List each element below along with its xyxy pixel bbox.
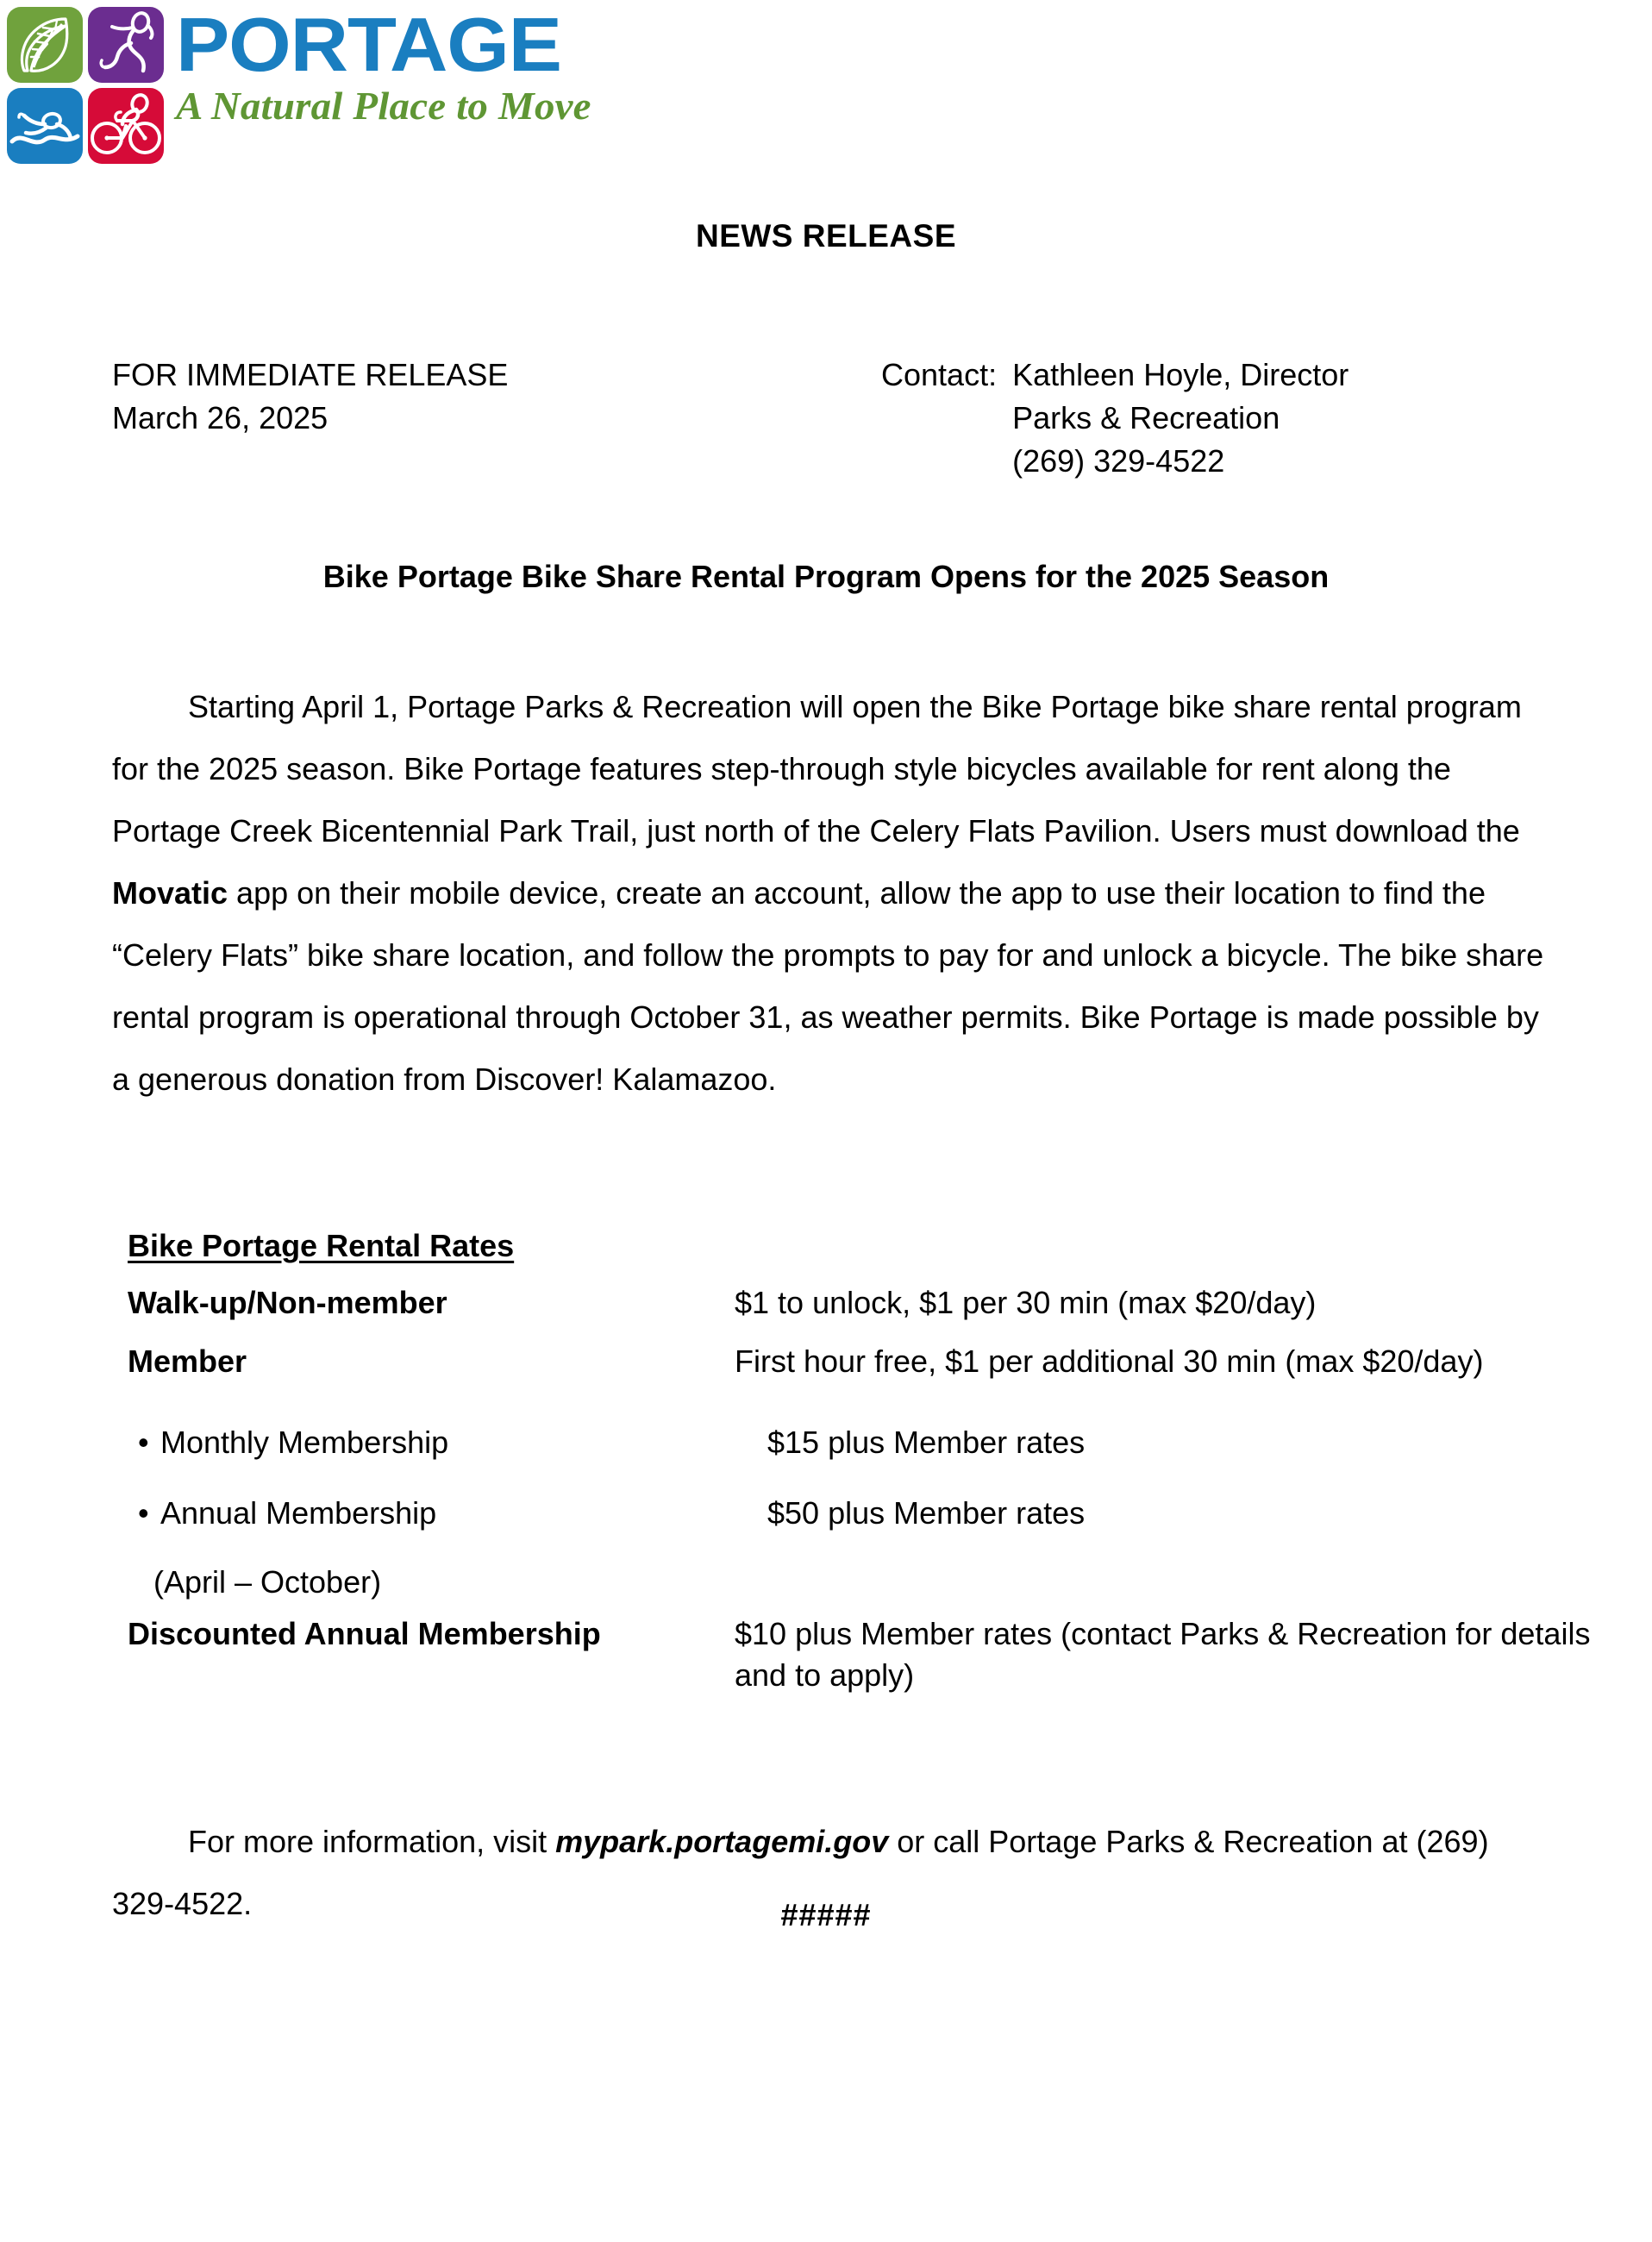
rates-heading: Bike Portage Rental Rates xyxy=(128,1228,515,1263)
rate-value: $15 plus Member rates xyxy=(767,1425,1086,1460)
contact-spacer xyxy=(997,354,1012,483)
rate-row xyxy=(128,1422,1611,1463)
body-paragraph xyxy=(112,676,1547,1111)
release-date: March 26, 2025 xyxy=(112,400,329,435)
rate-label: Member xyxy=(128,1343,247,1379)
contact-name: Kathleen Hoyle, Director xyxy=(1012,357,1349,392)
rate-label: Discounted Annual Membership xyxy=(128,1616,601,1651)
swimmer-tile xyxy=(7,88,83,164)
leaf-icon xyxy=(7,7,83,83)
rate-label-text: Annual Membership xyxy=(160,1495,437,1531)
contact-line xyxy=(881,354,1349,483)
body-paragraph-part1: Starting April 1, Portage Parks & Recreation will open the Bike Portage bike share rental program for the 2025 season. Bike Portage features step-through style bicycles available for rent along the Portage Creek Bicentennial Park Trail, just north of the Celery Flats Pavilion. Users must download the xyxy=(112,689,1522,849)
movatic-app-name: Movatic xyxy=(112,875,228,911)
closing-part1: For more information, visit xyxy=(188,1824,556,1859)
cyclist-icon xyxy=(88,88,164,164)
cyclist-tile xyxy=(88,88,164,164)
contact-values xyxy=(1012,354,1349,483)
rate-label xyxy=(128,1493,767,1534)
release-info-block xyxy=(112,354,508,440)
logo-text-block xyxy=(176,2,591,128)
rate-value: $1 to unlock, $1 per 30 min (max $20/day) xyxy=(735,1285,1317,1320)
end-mark: ##### xyxy=(780,1897,872,1932)
release-timing: FOR IMMEDIATE RELEASE xyxy=(112,357,509,392)
headline: Bike Portage Bike Share Rental Program Opens for the 2025 Season xyxy=(322,559,1330,594)
portage-tagline: A Natural Place to Move xyxy=(176,84,591,128)
contact-department: Parks & Recreation xyxy=(1012,400,1280,435)
portage-logo xyxy=(7,2,591,164)
contact-block xyxy=(881,354,1349,483)
runner-tile xyxy=(88,7,164,83)
rate-row xyxy=(128,1282,1611,1324)
rate-row xyxy=(128,1493,1611,1534)
bullet-icon: • xyxy=(138,1425,149,1460)
rate-label: Walk-up/Non-member xyxy=(128,1285,447,1320)
rate-label-text: Monthly Membership xyxy=(160,1425,449,1460)
annual-membership-note: (April – October) xyxy=(153,1564,382,1600)
contact-phone: (269) 329-4522 xyxy=(1012,443,1225,479)
swimmer-icon xyxy=(7,88,83,164)
rate-label xyxy=(128,1422,767,1463)
closing-part2: or call Portage Parks & Recreation at (269) 329-4522. xyxy=(112,1824,1489,1921)
bullet-icon: • xyxy=(138,1495,149,1531)
rate-value: $10 plus Member rates (contact Parks & Recreation for details and to apply) xyxy=(735,1616,1591,1693)
rate-value: $50 plus Member rates xyxy=(767,1495,1086,1531)
rate-row xyxy=(128,1613,1611,1696)
news-release-title: NEWS RELEASE xyxy=(695,218,957,254)
rate-row xyxy=(128,1341,1611,1382)
body-paragraph-part2: app on their mobile device, create an account, allow the app to use their location to find the “Celery Flats” bike share location, and follow the prompts to pay for and unlock a bicycle. The bike share rental program is operational through October 31, as weather permits. Bike Portage is made possible by a generous donation from Discover! Kalamazoo. xyxy=(112,875,1544,1097)
website-url[interactable]: mypark.portagemi.gov xyxy=(555,1824,889,1859)
logo-icon-tiles xyxy=(7,7,164,164)
portage-wordmark: PORTAGE xyxy=(176,2,561,87)
runner-icon xyxy=(88,7,164,83)
leaf-tile xyxy=(7,7,83,83)
rate-value: First hour free, $1 per additional 30 min (max $20/day) xyxy=(735,1343,1484,1379)
contact-label: Contact: xyxy=(881,357,998,392)
rates-table xyxy=(128,1282,1611,1713)
